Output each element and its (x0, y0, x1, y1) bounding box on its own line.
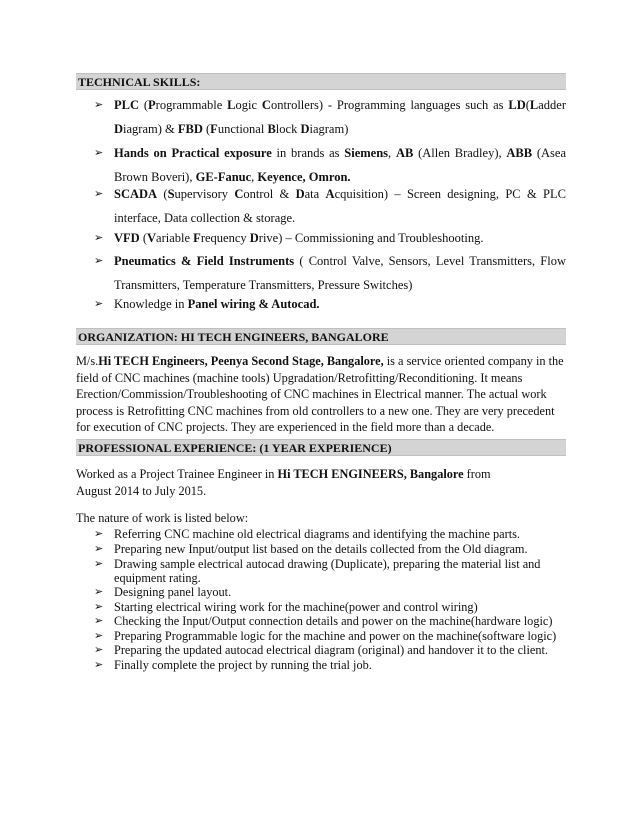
skill-item-pneumatics (94, 249, 566, 297)
organization-description: M/s.Hi TECH Engineers, Peenya Second Stage, Bangalore, is a service oriented company in the field of CNC machines (machine tools) Upgradation/Retrofitting/Reconditioning. It means Erection/Commission/Troubleshooting of CNC machines in Electrical manner. The actual work process is Retrofitting CNC machines from old controllers to a new one. They are very precedent for execution of CNC projects. They are experienced in the field more than a decade. (76, 354, 564, 434)
work-item (94, 615, 566, 629)
skill-text: Pneumatics & Field Instruments ( Control Valve, Sensors, Level Transmitters, Flow Transmitters, Temperature Transmitters, Pressure Switches) (114, 254, 567, 292)
skill-text: SCADA (Supervisory Control & Data Acquisition) – Screen designing, PC & PLC interface, Data collection & storage. (114, 187, 566, 225)
work-item-text: Drawing sample electrical autocad drawing (Duplicate), preparing the material list and equipment rating. (114, 557, 541, 585)
arrow-bullet-icon: ➢ (94, 586, 104, 598)
experience-intro: Worked as a Project Trainee Engineer in Hi TECH ENGINEERS, Bangalore from August 2014 to July 2015. (76, 467, 491, 498)
arrow-bullet-icon: ➢ (94, 644, 104, 656)
arrow-bullet-icon: ➢ (94, 615, 104, 627)
arrow-bullet-icon: ➢ (94, 188, 104, 200)
arrow-bullet-icon: ➢ (94, 558, 104, 570)
skill-text: Hands on Practical exposure in brands as Siemens, AB (Allen Bradley), ABB (Asea Brown Boveri), GE-Fanuc, Keyence, Omron. (114, 146, 567, 184)
work-item-text: Designing panel layout. (114, 585, 232, 599)
work-item (94, 659, 566, 673)
experience-header: PROFESSIONAL EXPERIENCE: (1 YEAR EXPERIENCE) (76, 439, 566, 456)
work-item (94, 630, 566, 644)
arrow-bullet-icon: ➢ (94, 543, 104, 555)
work-item (94, 558, 566, 585)
work-item (94, 601, 566, 615)
arrow-bullet-icon: ➢ (94, 630, 104, 642)
work-item-text: Referring CNC machine old electrical diagrams and identifying the machine parts. (114, 527, 521, 541)
arrow-bullet-icon: ➢ (94, 659, 104, 671)
arrow-bullet-icon: ➢ (94, 298, 104, 310)
skill-text: VFD (Variable Frequency Drive) – Commissioning and Troubleshooting. (114, 231, 484, 245)
arrow-bullet-icon: ➢ (94, 601, 104, 613)
arrow-bullet-icon: ➢ (94, 232, 104, 244)
skill-item-plc (94, 93, 566, 141)
arrow-bullet-icon: ➢ (94, 528, 104, 540)
skill-item-scada (94, 182, 566, 230)
work-item (94, 543, 566, 557)
technical-skills-header: TECHNICAL SKILLS: (76, 73, 566, 90)
work-item-text: Checking the Input/Output connection details and power on the machine(hardware logic) (114, 614, 553, 628)
arrow-bullet-icon: ➢ (94, 255, 104, 267)
work-item-text: Preparing Programmable logic for the machine and power on the machine(software logic) (114, 629, 557, 643)
work-item-text: Preparing new Input/output list based on the details collected from the Old diagram. (114, 542, 528, 556)
work-item (94, 528, 566, 542)
work-item (94, 644, 566, 658)
arrow-bullet-icon: ➢ (94, 147, 104, 159)
organization-header: ORGANIZATION: HI TECH ENGINEERS, BANGALORE (76, 328, 566, 345)
skill-text: Knowledge in Panel wiring & Autocad. (114, 297, 320, 311)
work-item-text: Preparing the updated autocad electrical diagram (original) and handover it to the client. (114, 643, 548, 657)
work-item-text: Finally complete the project by running the trial job. (114, 658, 372, 672)
work-item (94, 586, 566, 600)
arrow-bullet-icon: ➢ (94, 99, 104, 111)
work-item-text: Starting electrical wiring work for the machine(power and control wiring) (114, 600, 478, 614)
skill-item-vfd (94, 226, 566, 250)
skill-text: PLC (Programmable Logic Controllers) - Programming languages such as LD(Ladder Diagram) & FBD (Functional Block Diagram) (114, 98, 567, 136)
nature-of-work-label: The nature of work is listed below: (76, 511, 249, 525)
skill-item-knowledge (94, 292, 566, 316)
